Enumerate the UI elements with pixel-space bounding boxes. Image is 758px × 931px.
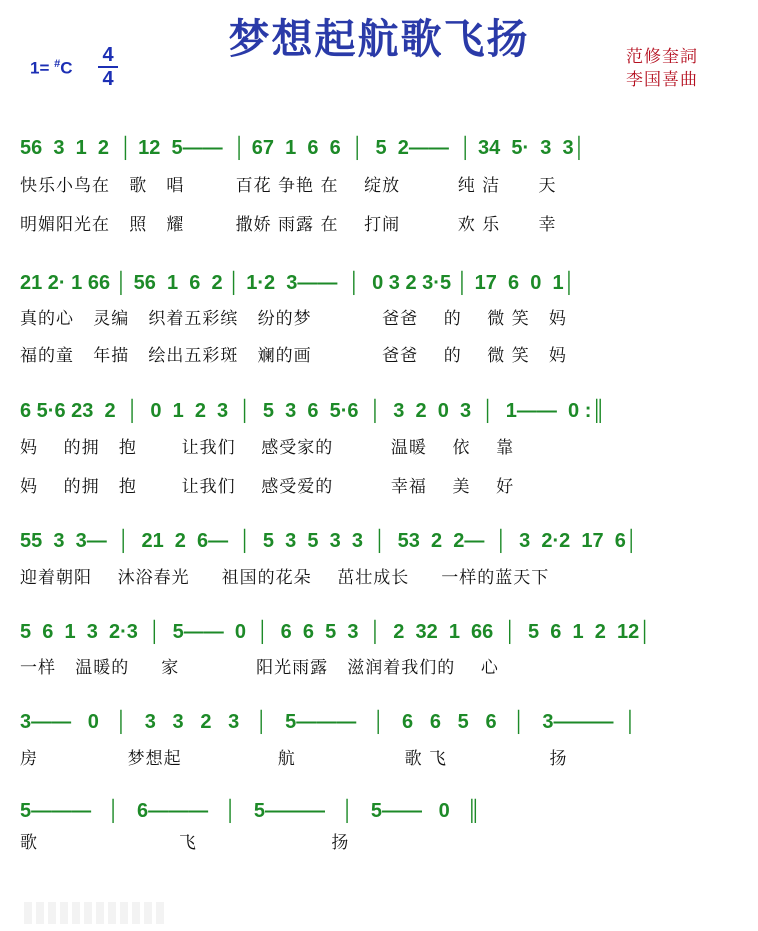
lyric-line-1-verse-1: 快乐小鸟在 歌 唱 百花 争艳 在 绽放 纯 洁 天 (20, 176, 557, 196)
notation-line-5: 5 6 1 3 2·3 │ 5—— 0 │ 6 6 5 3 │ 2 32 1 66 │ 5 6 1 2 12│ (20, 621, 652, 643)
key-note: C (60, 58, 73, 78)
notation-line-7: 5——— │ 6——— │ 5——— │ 5—— 0 ║ (20, 800, 481, 822)
lyric-line-1-verse-2: 明媚阳光在 照 耀 撒娇 雨露 在 打闹 欢 乐 幸 (20, 215, 557, 235)
lyric-line-3-verse-1: 妈 的拥 抱 让我们 感受家的 温暖 依 靠 (20, 438, 515, 458)
faint-footer-mark (24, 902, 164, 924)
notation-line-3: 6 5·6 23 2 │ 0 1 2 3 │ 5 3 6 5·6 │ 3 2 0 3 │ 1—— 0 :║ (20, 400, 606, 422)
song-title: 梦想起航歌飞扬 (228, 15, 530, 63)
lyricist-credit: 范修奎詞 (626, 47, 698, 67)
composer-credit: 李国喜曲 (626, 70, 698, 90)
notation-line-4: 55 3 3— │ 21 2 6— │ 5 3 5 3 3 │ 53 2 2— │ 3 2·2 17 6│ (20, 530, 639, 552)
lyric-line-5: 一样 温暖的 家 阳光雨露 滋润着我们的 心 (20, 658, 499, 678)
credits (626, 46, 698, 92)
lyric-line-2-verse-2: 福的童 年描 绘出五彩斑 斓的画 爸爸 的 微 笑 妈 (20, 346, 567, 366)
key-sharp: # (54, 58, 61, 70)
key-signature (30, 58, 73, 79)
lyric-line-7: 歌 飞 扬 (20, 833, 350, 853)
key-prefix: 1= (30, 58, 50, 78)
lyric-line-2-verse-1: 真的心 灵编 织着五彩缤 纷的梦 爸爸 的 微 笑 妈 (20, 309, 567, 329)
lyric-line-3-verse-2: 妈 的拥 抱 让我们 感受爱的 幸福 美 好 (20, 477, 515, 497)
notation-line-1: 56 3 1 2 │ 12 5—— │ 67 1 6 6 │ 5 2—— │ 34 5· 3 3│ (20, 137, 587, 159)
time-signature (98, 44, 118, 90)
time-bottom: 4 (98, 66, 118, 90)
lyric-line-4: 迎着朝阳 沐浴春光 祖国的花朵 茁壮成长 一样的蓝天下 (20, 568, 550, 588)
notation-line-2: 21 2· 1 66 │ 56 1 6 2 │ 1·2 3—— │ 0 3 2 3·5 │ 17 6 0 1│ (20, 272, 577, 294)
lyric-line-6: 房 梦想起 航 歌 飞 扬 (20, 749, 568, 769)
notation-line-6: 3—— 0 │ 3 3 2 3 │ 5——— │ 6 6 5 6 │ 3——— │ (20, 711, 638, 733)
time-top: 4 (102, 44, 114, 66)
